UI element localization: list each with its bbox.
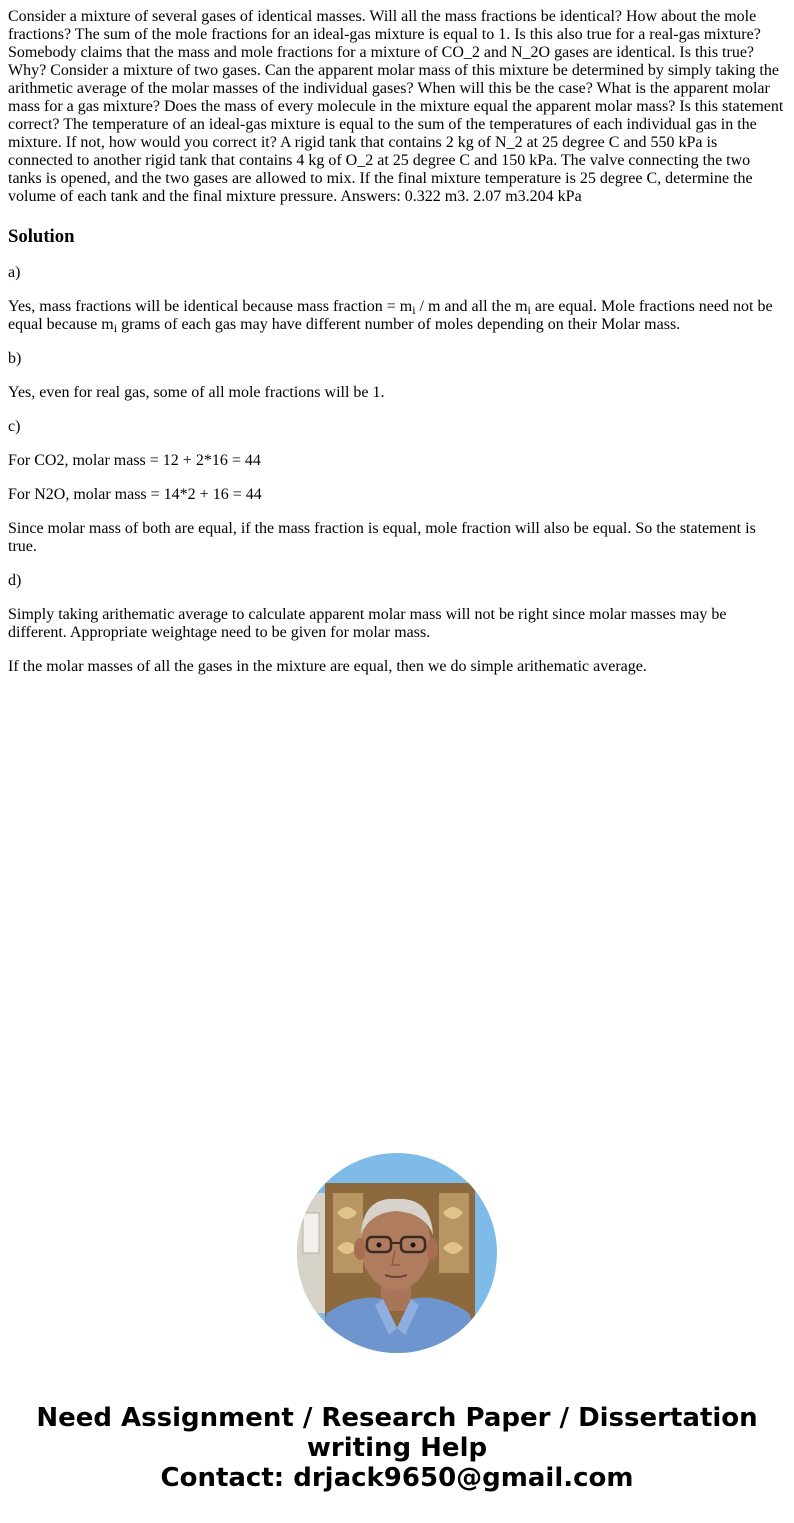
part-c-label: c) [8, 418, 21, 435]
part-a-label: a) [8, 264, 21, 281]
solution-heading: Solution [8, 226, 75, 247]
page-content [8, 8, 786, 692]
question-text: Consider a mixture of several gases of identical masses. Will all the mass fractions be identical? How about the mole fractions? The sum of the mole fractions for an ideal-gas mixture is equal to 1. Is this also true for a real-gas mixture? Somebody claims that the mass and mole fractions for a mixture of CO_2 and N_2O gases are identical. Is this true? Why? Consider a mixture of two gases. Can the apparent molar mass of this mixture be determined by simply taking the arithmetic average of the molar masses of the individual gases? When will this be the case? What is the apparent molar mass for a gas mixture? Does the mass of every molecule in the mixture equal the apparent molar mass? Is this statement correct? The temperature of an ideal-gas mixture is equal to the sum of the temperatures of each individual gas in the mixture. If not, how would you correct it? A rigid tank that contains 2 kg of N_2 at 25 degree C and 550 kPa is connected to another rigid tank that contains 4 kg of O_2 at 25 degree C and 150 kPa. The valve connecting the two tanks is opened, and the two gases are allowed to mix. If the final mixture temperature is 25 degree C, determine the volume of each tank and the final mixture pressure. Answers: 0.322 m3. 2.07 m3.204 kPa [8, 8, 784, 205]
part-b-label: b) [8, 350, 22, 367]
part-c-conclusion: Since molar mass of both are equal, if the mass fraction is equal, mole fraction will also be equal. So the statement is true. [8, 520, 756, 555]
part-d-text-1: Simply taking arithematic average to calculate apparent molar mass will not be right since molar masses may be different. Appropriate weightage need to be given for molar mass. [8, 606, 727, 641]
footer-banner [0, 1403, 794, 1493]
part-c-n2o: For N2O, molar mass = 14*2 + 16 = 44 [8, 486, 262, 503]
footer-line-1: Need Assignment / Research Paper / Dissertation [36, 1403, 758, 1433]
part-d-text-2: If the molar masses of all the gases in the mixture are equal, then we do simple arithematic average. [8, 658, 647, 675]
part-a-text: Yes, mass fractions will be identical because mass fraction = $m_i$ / m and all the $m_i$ are equal. Mole fractions need not be equal because $m_i$ grams of each gas may have different number of moles depending on their Molar mass. [8, 298, 773, 335]
part-b-text: Yes, even for real gas, some of all mole fractions will be 1. [8, 384, 385, 401]
author-photo [297, 1153, 497, 1353]
footer-line-2: writing Help [306, 1433, 488, 1463]
author-avatar [297, 1153, 497, 1353]
part-c-co2: For CO2, molar mass = 12 + 2*16 = 44 [8, 452, 261, 469]
part-d-label: d) [8, 572, 22, 589]
footer-contact: Contact: drjack9650@gmail.com [160, 1463, 634, 1493]
